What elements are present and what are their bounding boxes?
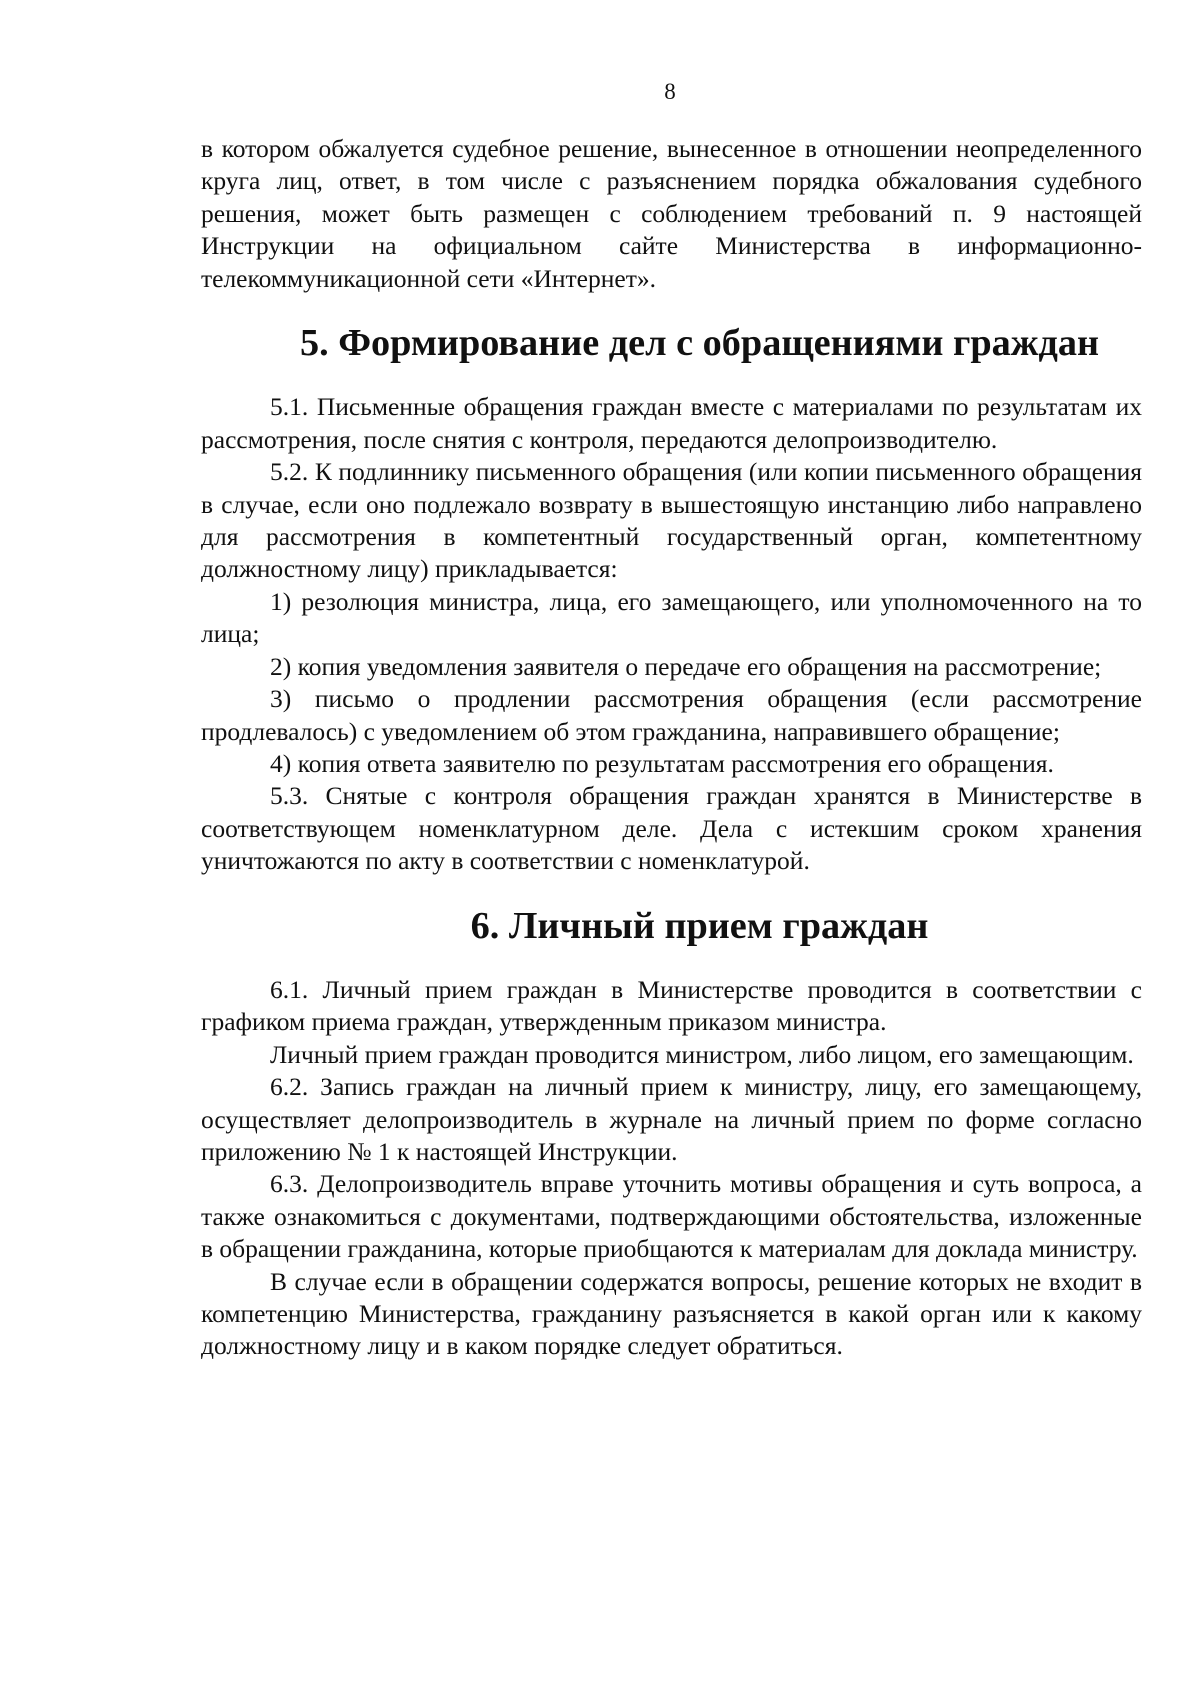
paragraph-6-1: 6.1. Личный прием граждан в Министерстве проводится в соответствии с графиком приема граждан, утвержденным приказом министра. <box>201 974 1142 1037</box>
list-item-2: 2) копия уведомления заявителя о передаче его обращения на рассмотрение; <box>270 651 1102 681</box>
list-item-3: 3) письмо о продлении рассмотрения обращения (если рассмотрение продлевалось) с уведомлением об этом гражданина, направившего обращение; <box>201 684 1142 746</box>
page-number: 8 <box>664 79 676 104</box>
paragraph-6-2: 6.2. Запись граждан на личный прием к министру, лицу, его замещающему, осуществляет делопроизводитель в журнале на личный прием по форме согласно приложению № 1 к настоящей Инструкции. <box>201 1072 1142 1166</box>
section-6-title: 6. Личный прием граждан <box>470 904 929 947</box>
list-item-1: 1) резолюция министра, лица, его замещающего, или уполномоченного на то лица; <box>201 586 1142 649</box>
paragraph-6-1-continued: Личный прием граждан проводится министром, либо лицом, его замещающим. <box>270 1039 1134 1069</box>
document-body <box>201 133 1142 1363</box>
paragraph-5-2: 5.2. К подлиннику письменного обращения (или копии письменного обращения в случае, если оно подлежало возврату в вышестоящую инстанцию либо направлено для рассмотрения в компетентный государственный орган, компетентному должностному лицу) прикладывается: <box>201 457 1142 584</box>
paragraph-6-3: 6.3. Делопроизводитель вправе уточнить мотивы обращения и суть вопроса, а также ознакомиться с документами, подтверждающими обстоятельства, изложенные в обращении гражданина, которые приобщаются к материалам для доклада министру. <box>201 1169 1142 1264</box>
paragraph-6-3-continued: В случае если в обращении содержатся вопросы, решение которых не входит в компетенцию Министерства, гражданину разъясняется в какой орган или к какому должностному лицу и в каком порядке следует обратиться. <box>201 1266 1142 1361</box>
list-item-4: 4) копия ответа заявителю по результатам рассмотрения его обращения. <box>270 748 1054 778</box>
section-5-title: 5. Формирование дел с обращениями граждан <box>299 322 1100 365</box>
paragraph-5-1: 5.1. Письменные обращения граждан вместе с материалами по результатам их рассмотрения, после снятия с контроля, передаются делопроизводителю. <box>201 392 1142 454</box>
paragraph-5-3: 5.3. Снятые с контроля обращения граждан хранятся в Министерстве в соответствующем номенклатурном деле. Дела с истекшим сроком хранения уничтожаются по акту в соответствии с номенклатурой. <box>201 781 1142 876</box>
intro-paragraph: в котором обжалуется судебное решение, вынесенное в отношении неопределенного круга лиц, ответ, в том числе с разъяснением порядка обжалования судебного решения, может быть размещен с соблюдением требований п. 9 настоящей Инструкции на официальном сайте Министерства в информационно-телекоммуникационной сети «Интернет». <box>201 134 1142 293</box>
